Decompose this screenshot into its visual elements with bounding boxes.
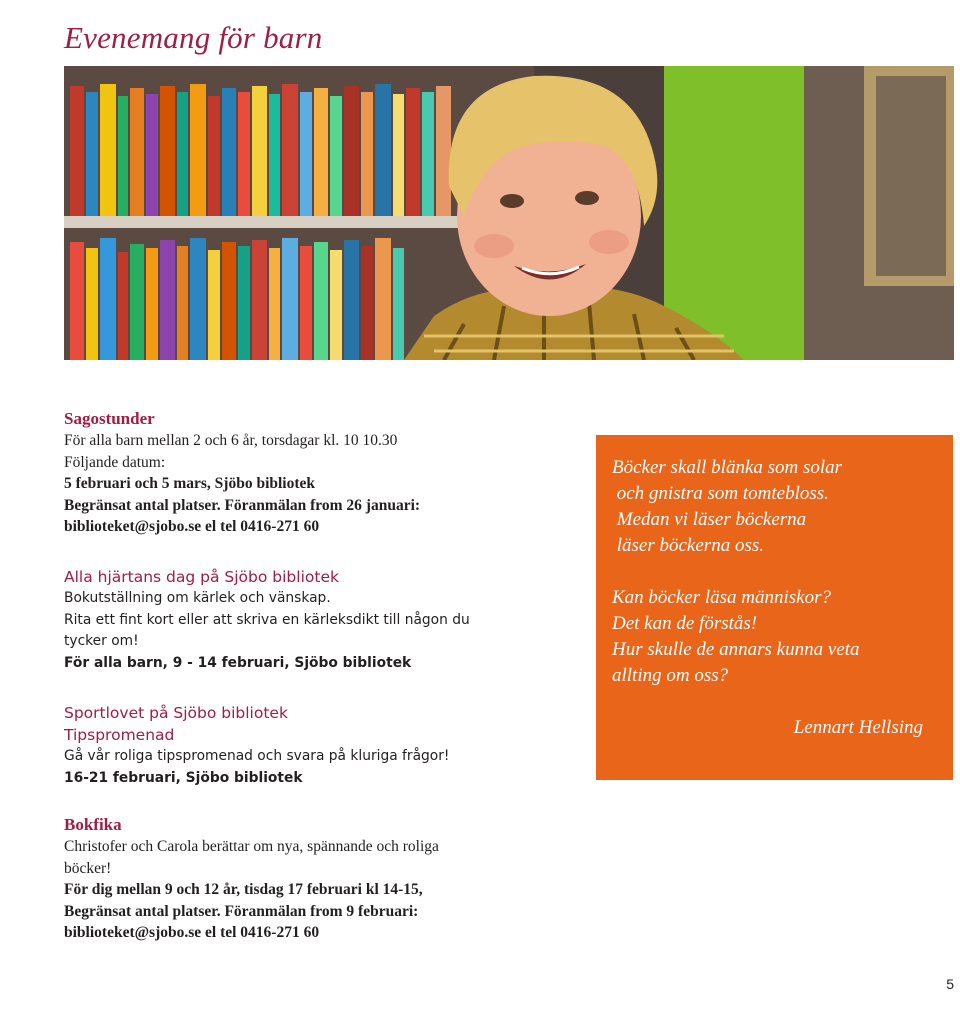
bokfika-line1: Christofer och Carola berättar om nya, spännande och roliga (64, 838, 439, 855)
sagostunder-line4: Begränsat antal platser. Föranmälan from 26 januari: (64, 496, 421, 514)
quote-author: Lennart Hellsing (793, 717, 923, 738)
bokfika-heading: Bokfika (64, 815, 122, 834)
tipspromenad-heading: Tipspromenad (64, 726, 175, 744)
page-number: 5 (946, 976, 954, 992)
sportlovet-line2: 16-21 februari, Sjöbo bibliotek (64, 769, 303, 786)
quote-line: Medan vi läser böckerna (612, 509, 807, 530)
hjartans-line3: tycker om! (64, 633, 139, 649)
page-title: Evenemang för barn (64, 20, 323, 55)
quote-line: läser böckerna oss. (612, 535, 764, 556)
hjartans-line2: Rita ett fint kort eller att skriva en kärleksdikt till någon du (64, 611, 470, 628)
hjartans-heading: Alla hjärtans dag på Sjöbo bibliotek (64, 568, 339, 586)
hjartans-line1: Bokutställning om kärlek och vänskap. (64, 590, 331, 606)
quote-line: allting om oss? (612, 665, 729, 686)
sportlovet-section (64, 702, 564, 789)
bokfika-line4: Begränsat antal platser. Föranmälan from 9 februari: (64, 902, 419, 920)
photo-child-icon (64, 66, 954, 360)
quote-line: Kan böcker läsa människor? (612, 587, 832, 608)
quote-line: Böcker skall blänka som solar (612, 457, 843, 478)
sagostunder-line5: biblioteket@sjobo.se el tel 0416-271 60 (64, 518, 320, 535)
sagostunder-section (64, 408, 564, 538)
quote-line: Det kan de förstås! (612, 613, 758, 634)
quote-box (596, 435, 953, 780)
photo (64, 66, 954, 360)
sagostunder-line2: Följande datum: (64, 453, 166, 471)
sagostunder-line1: För alla barn mellan 2 och 6 år, torsdagar kl. 10 10.30 (64, 432, 398, 449)
sportlovet-heading: Sportlovet på Sjöbo bibliotek (64, 704, 288, 722)
bokfika-line3: För dig mellan 9 och 12 år, tisdag 17 februari kl 14-15, (64, 881, 423, 898)
quote-line: och gnistra som tomtebloss. (612, 483, 829, 504)
hjartans-line4: För alla barn, 9 - 14 februari, Sjöbo bibliotek (64, 654, 412, 671)
quote-line: Hur skulle de annars kunna veta (612, 639, 860, 660)
bokfika-line2: böcker! (64, 859, 112, 877)
sportlovet-line1: Gå vår roliga tipspromenad och svara på kluriga frågor! (64, 748, 450, 764)
bokfika-section (64, 814, 564, 944)
hjartans-section (64, 566, 564, 674)
sagostunder-heading: Sagostunder (64, 409, 155, 428)
sagostunder-line3: 5 februari och 5 mars, Sjöbo bibliotek (64, 475, 316, 492)
bokfika-line5: biblioteket@sjobo.se el tel 0416-271 60 (64, 924, 320, 941)
